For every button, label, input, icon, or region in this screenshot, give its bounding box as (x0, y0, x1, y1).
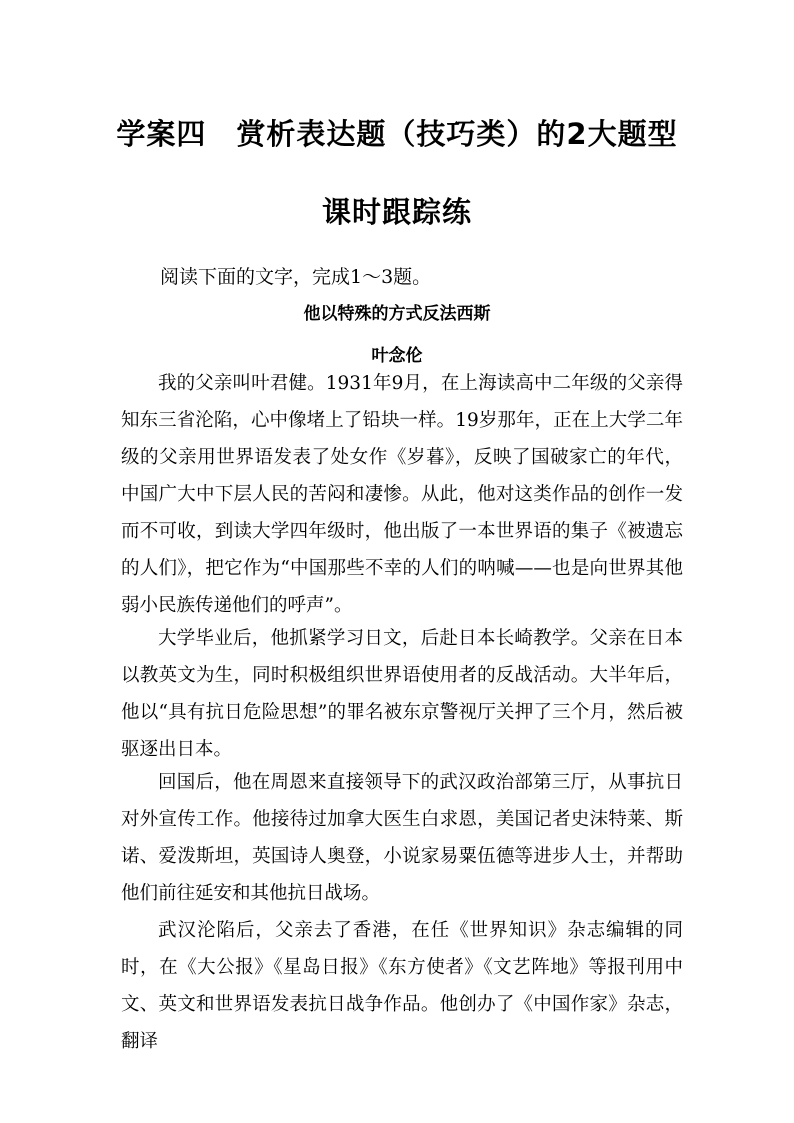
article-title: 他以特殊的方式反法西斯 (303, 304, 491, 324)
article-paragraph-4: 武汉沦陷后，父亲去了香港，在任《世界知识》杂志编辑的同时，在《大公报》《星岛日报》《东方使者》《文艺阵地》等报刊用中文、英文和世界语发表抗日战争作品。他创办了《中国作家》杂志，翻译 (121, 920, 683, 1052)
document-subtitle: 课时跟踪练 (321, 195, 472, 229)
article-paragraph-2: 大学毕业后，他抓紧学习日文，后赴日本长崎教学。父亲在日本以教英文为生，同时积极组织世界语使用者的反战活动。大半年后，他以“具有抗日危险思想”的罪名被东京警视厅关押了三个月，然后被驱逐出日本。 (121, 628, 683, 760)
article-paragraph-3: 回国后，他在周恩来直接领导下的武汉政治部第三厅，从事抗日对外宣传工作。他接待过加拿大医生白求恩，美国记者史沫特莱、斯诺、爱泼斯坦，英国诗人奥登，小说家易粟伍德等进步人士，并帮助他们前往延安和其他抗日战场。 (121, 772, 683, 904)
article-author: 叶念伦 (371, 346, 423, 366)
reading-instruction: 阅读下面的文字，完成1～3题。 (160, 266, 432, 288)
article-paragraph-1: 我的父亲叫叶君健。1931年9月，在上海读高中二年级的父亲得知东三省沦陷，心中像堵上了铅块一样。19岁那年，正在上大学二年级的父亲用世界语发表了处女作《岁暮》，反映了国破家亡的年代，中国广大中下层人民的苦闷和凄惨。从此，他对这类作品的创作一发而不可收，到读大学四年级时，他出版了一本世界语的集子《被遗忘的人们》，把它作为“中国那些不幸的人们的呐喊——也是向世界其他弱小民族传递他们的呼声”。 (121, 373, 683, 616)
document-title: 学案四 赏析表达题（技巧类）的2大题型 (116, 117, 678, 151)
